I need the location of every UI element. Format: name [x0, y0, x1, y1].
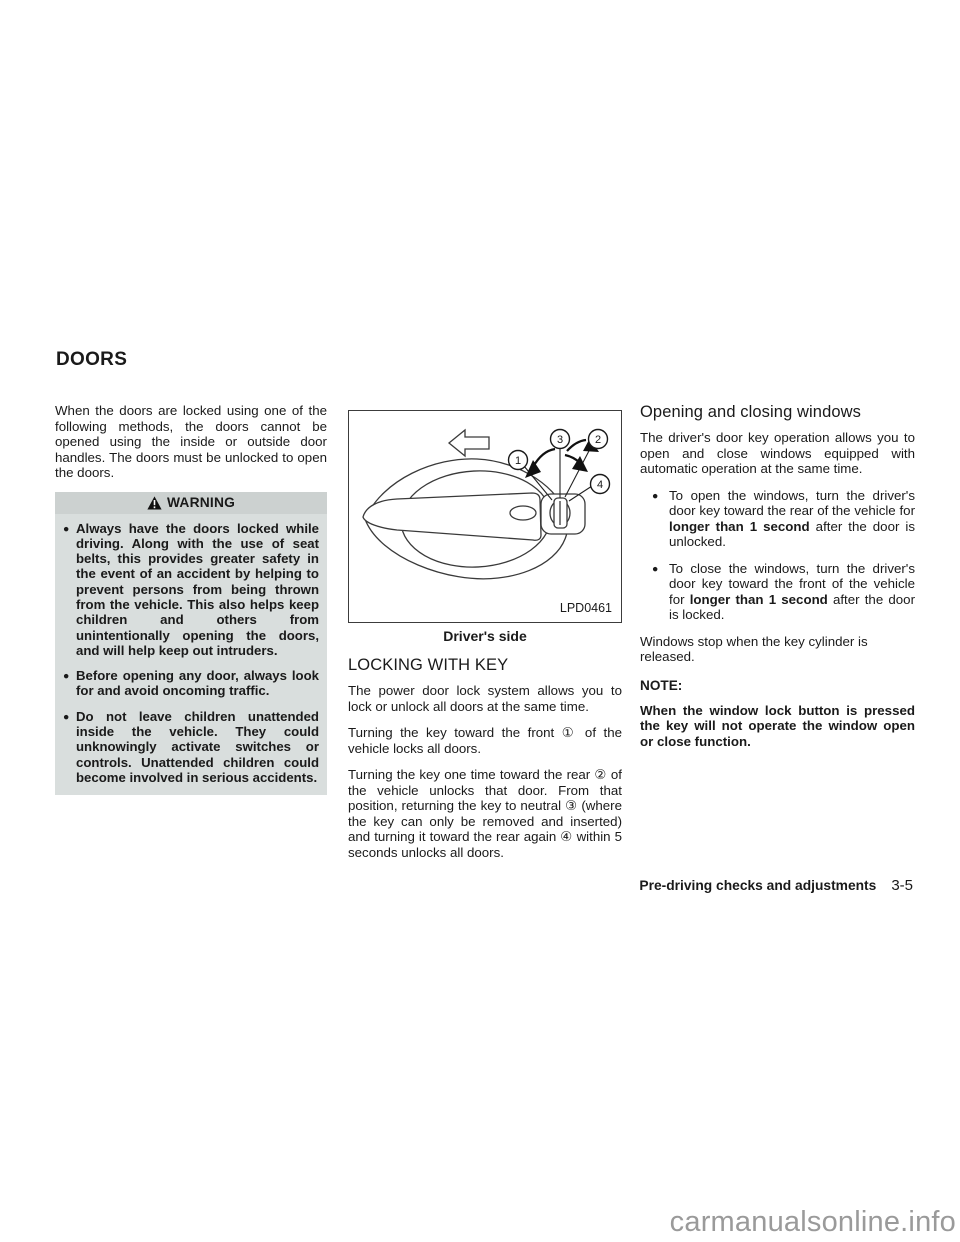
bullet-icon: ●: [652, 489, 659, 502]
paragraph: The driver's door key operation allows you to open and close windows equipped with automatic operation at the same time.: [640, 430, 915, 476]
window-operation-list: [640, 488, 915, 623]
paragraph: Turning the key one time toward the rear ② of the vehicle unlocks that door. From that position, returning the key to neutral ③ (where the key can only be removed and inserted) and turning it toward the rear again ④ within 5 seconds unlocks all doors.: [348, 767, 622, 860]
locking-with-key-heading: LOCKING WITH KEY: [348, 656, 509, 674]
list-item: [652, 561, 915, 623]
callout-1: [509, 451, 528, 470]
bullet-icon: ●: [652, 562, 659, 575]
footer-chapter-title: Pre-driving checks and adjustments: [639, 878, 877, 893]
warning-title: WARNING: [166, 495, 236, 510]
bullet-icon: ●: [63, 522, 70, 535]
warning-list: [55, 521, 327, 786]
list-item-text: To close the windows, turn the driver's door key toward the front of the vehicle for longer than 1 second after the door is locked.: [669, 560, 915, 622]
warning-item: [63, 521, 319, 659]
bullet-icon: ●: [63, 670, 70, 683]
svg-text:3: 3: [556, 434, 564, 446]
paragraph: Windows stop when the key cylinder is released.: [640, 633, 868, 664]
warning-item: [63, 709, 319, 785]
warning-triangle-icon: [147, 496, 162, 510]
figure-frame: [348, 410, 622, 623]
warning-item: [63, 668, 319, 699]
handle-button: [510, 506, 536, 520]
intro-paragraph: When the doors are locked using one of the following methods, the doors cannot be opened using the inside or outside door handles. The doors must be unlocked to open the doors.: [55, 403, 327, 480]
right-column: [640, 403, 915, 760]
note-label: NOTE:: [640, 677, 683, 693]
note-text: When the window lock button is pressed the key will not operate the window open or close function.: [640, 702, 915, 749]
svg-text:1: 1: [514, 455, 522, 467]
warning-box: [55, 492, 327, 796]
page-title: DOORS: [56, 349, 128, 370]
left-column: [55, 403, 327, 795]
svg-text:2: 2: [594, 434, 602, 446]
door-handle-illustration: [349, 411, 620, 621]
warning-header: [55, 492, 327, 514]
footer-page-number: 3-5: [891, 877, 913, 894]
rotate-left-arrow-icon: [533, 449, 555, 467]
left-direction-arrow-icon: [449, 430, 489, 456]
svg-text:4: 4: [596, 479, 604, 491]
rotate-right-upper-arrow-icon: [567, 440, 586, 451]
list-item: [652, 488, 915, 550]
paragraph: Turning the key toward the front ① of the vehicle locks all doors.: [348, 725, 622, 756]
warning-item-text: Before opening any door, always look for and avoid oncoming traffic.: [76, 668, 319, 699]
list-item-text: To open the windows, turn the driver's door key toward the rear of the vehicle for longer than 1 second after the door is unlocked.: [669, 487, 915, 549]
paragraph: The power door lock system allows you to lock or unlock all doors at the same time.: [348, 683, 622, 714]
figure-door-handle: [348, 410, 622, 644]
bullet-icon: ●: [63, 710, 70, 723]
warning-item-text: Do not leave children unattended inside the vehicle. They could unknowingly activate switches or controls. Unattended children could become involved in serious accidents.: [76, 708, 319, 785]
figure-caption: Driver's side: [443, 628, 527, 644]
page-footer: [639, 877, 913, 894]
callout-2: [589, 430, 608, 449]
callout-3: [551, 430, 570, 449]
warning-item-text: Always have the doors locked while driving. Along with the use of seat belts, this provides greater safety in the event of an accident by helping to prevent persons from being thrown from the vehicle. This also helps keep children and others from unintentionally opening the doors, and will help keep out intruders.: [76, 520, 319, 658]
center-column: [348, 410, 622, 871]
callout-4: [591, 475, 610, 494]
watermark: carmanualsonline.info: [669, 1206, 956, 1238]
figure-code: LPD0461: [559, 601, 612, 615]
opening-closing-windows-heading: Opening and closing windows: [640, 403, 862, 421]
